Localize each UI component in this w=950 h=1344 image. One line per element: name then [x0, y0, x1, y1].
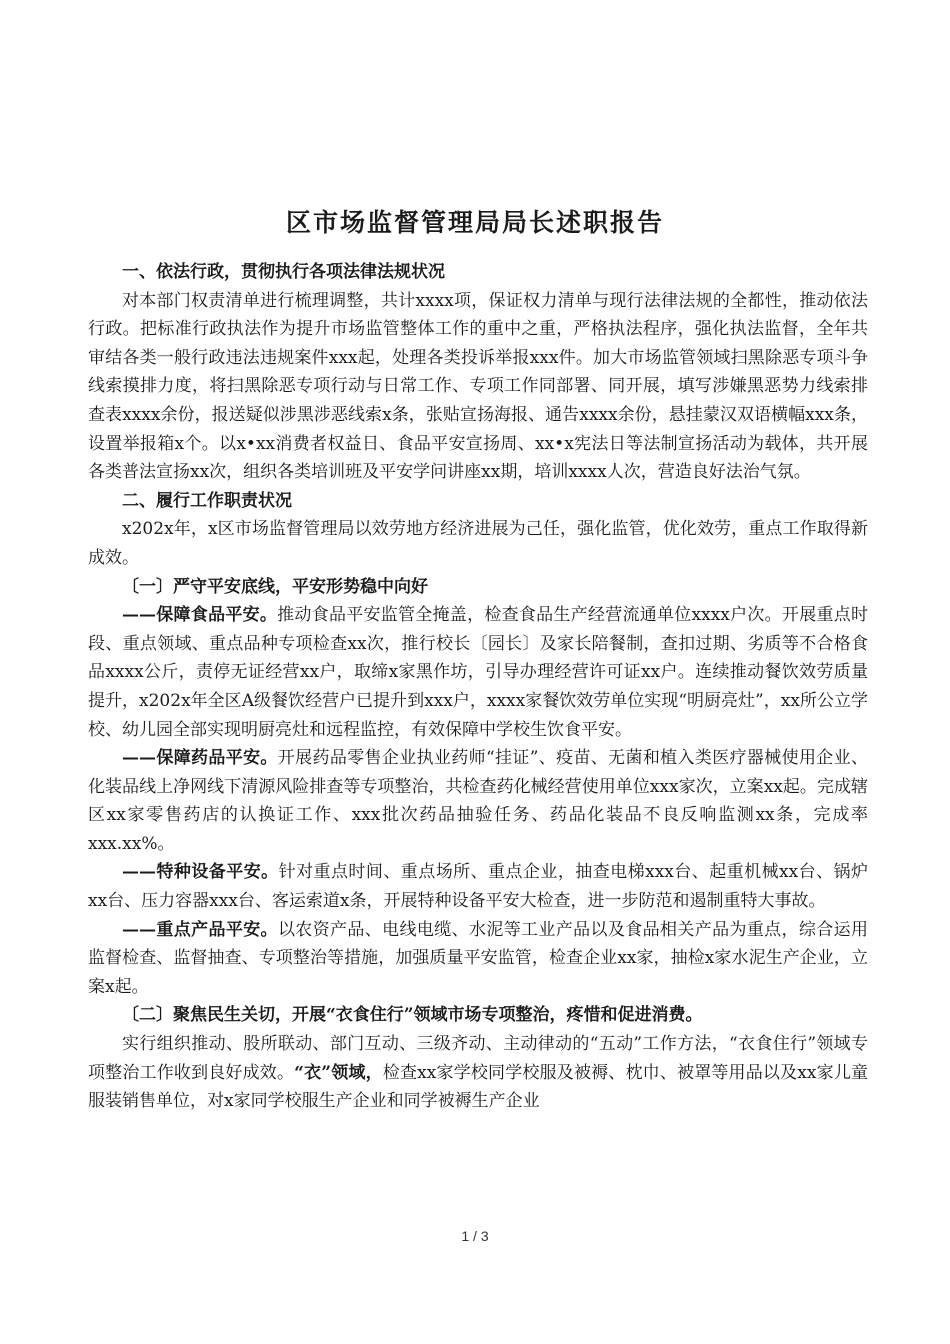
subsection-1-heading: 〔一〕严守平安底线，平安形势稳中向好 — [122, 576, 428, 597]
section-1-heading: 一、依法行政，贯彻执行各项法律法规状况 — [122, 262, 445, 282]
item-food-safety — [88, 601, 868, 744]
item-key-products — [88, 916, 868, 1002]
item-drug-safety-text: 开展药品零售企业执业药师“挂证”、疫苗、无菌和植入类医疗器械使用企业、化装品线上净网线下清源风险排查等专项整治，共检查药化械经营使用单位xxx家次，立案xx起。完成辖区xx家零售药店的认换证工作、xxx批次药品抽验任务、药品化装品不良反响监测xx条，完成率xxx.xx%。 — [88, 748, 869, 854]
item-special-equipment-lead: ——特种设备平安。 — [122, 862, 279, 883]
subsection-2-lead: “衣”领域， — [294, 1062, 383, 1083]
section-2-intro: x202x年，x区市场监督管理局以效劳地方经济进展为己任，强化监管，优化效劳，重点工作取得新成效。 — [88, 519, 868, 568]
section-1-paragraph: 对本部门权责清单进行梳理调整，共计xxxx项，保证权力清单与现行法律法规的全都性，推动依法行政。把标准行政执法作为提升市场监管整体工作的重中之重，严格执法程序，强化执法监督，全年共审结各类一般行政违法违规案件xxx起，处理各类投诉举报xxx件。加大市场监管领域扫黑除恶专项斗争线索摸排力度，将扫黑除恶专项行动与日常工作、专项工作同部署、同开展，填写涉嫌黑恶势力线索排查表xxxx余份，报送疑似涉黑涉恶线索x条，张贴宣扬海报、通告xxxx余份，悬挂蒙汉双语横幅xxx条，设置举报箱x个。以x•xx消费者权益日、食品平安宣扬周、xx•x宪法日等法制宣扬活动为载体，共开展各类普法宣扬xx次，组织各类培训班及平安学问讲座xx期，培训xxxx人次，营造良好法治气氛。 — [88, 290, 868, 483]
item-drug-safety — [88, 744, 868, 858]
document-title: 区市场监督管理局局长述职报告 — [285, 208, 664, 237]
subsection-2-paragraph — [88, 1030, 868, 1116]
subsection-2-text-after: 检查xx家学校同学校服及被褥、枕巾、被罩等用品以及xx家儿童服装销售单位，对x家同学校服生产企业和同学被褥生产企业 — [88, 1062, 868, 1112]
subsection-2-heading: 〔二〕聚焦民生关切，开展“衣食住行”领域市场专项整治，疼惜和促进消费。 — [122, 1005, 703, 1026]
subsection-2-text-before: 实行组织推动、股所联动、部门互动、三级齐动、主动律动的“五动”工作方法，“衣食住行”领域专项整治工作收到良好成效。 — [88, 1034, 868, 1083]
item-food-safety-lead: ——保障食品平安。 — [122, 605, 278, 626]
item-food-safety-text: 推动食品平安监管全掩盖，检查食品生产经营流通单位xxxx户次。开展重点时段、重点领域、重点品种专项检查xx次，推行校长〔园长〕及家长陪餐制，查扣过期、劣质等不合格食品xxxx公斤，责停无证经营xx户，取缔x家黑作坊，引导办理经营许可证xx户。连续推动餐饮效劳质量提升，x202x年全区A级餐饮经营户已提升到xxx户，xxxx家餐饮效劳单位实现“明厨亮灶”，xx所公立学校、幼儿园全部实现明厨亮灶和远程监控，有效保障中学校生饮食平安。 — [88, 605, 869, 740]
page-indicator: 1 / 3 — [461, 1228, 489, 1244]
document-body — [88, 258, 868, 1116]
item-special-equipment — [88, 858, 868, 915]
item-key-products-text: 以农资产品、电线电缆、水泥等工业产品以及食品相关产品为重点，综合运用监督检查、监督抽查、专项整治等措施，加强质量平安监管，检查企业xx家，抽检x家水泥生产企业，立案x起。 — [88, 919, 869, 997]
item-drug-safety-lead: ——保障药品平安。 — [122, 748, 278, 769]
item-key-products-lead: ——重点产品平安。 — [122, 919, 278, 940]
item-special-equipment-text: 针对重点时间、重点场所、重点企业，抽查电梯xxx台、起重机械xx台、锅炉xx台、压力容器xxx台、客运索道x条，开展特种设备平安大检查，进一步防范和遏制重特大事故。 — [88, 862, 869, 912]
section-2-heading: 二、履行工作职责状况 — [122, 490, 292, 511]
